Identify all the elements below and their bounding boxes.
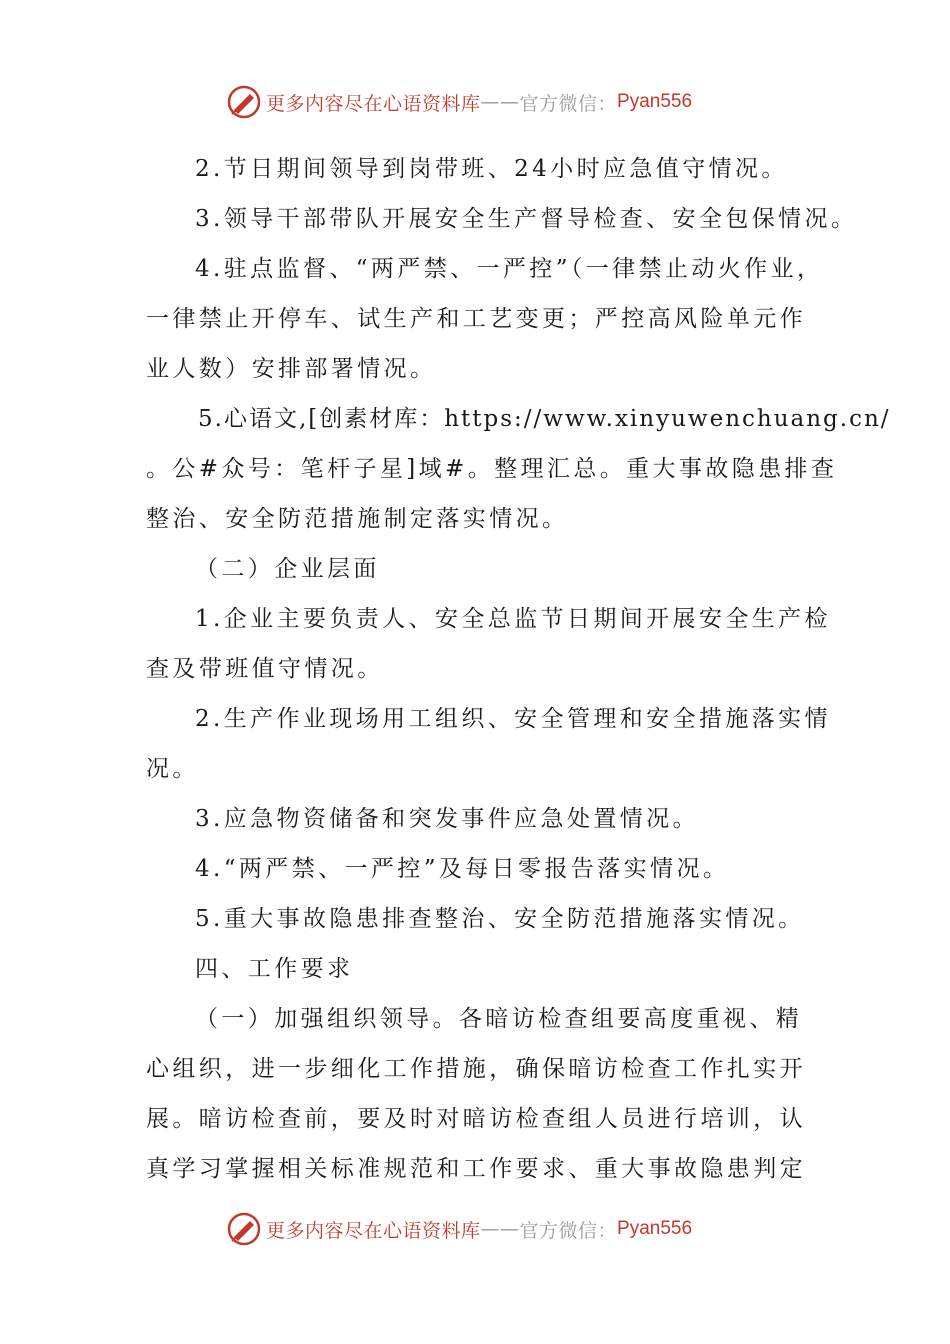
watermark-dash: —— (480, 1218, 520, 1240)
text-line: （一）加强组织领导。各暗访检查组要高度重视、精 (195, 1006, 803, 1032)
watermark-wechat-id: Pyan556 (617, 1218, 693, 1239)
text-line: 心组织，进一步细化工作措施，确保暗访检查工作扎实开 (146, 1056, 806, 1082)
text-line: 4.驻点监督、“两严禁、一严控”（一律禁止动火作业， (195, 256, 824, 282)
pen-logo-icon (226, 1211, 262, 1247)
text-line: 4.“两严禁、一严控”及每日零报告落实情况。 (195, 856, 730, 882)
watermark-wechat-label: 官方微信： (519, 92, 618, 115)
text-line: 查及带班值守情况。 (146, 656, 384, 682)
watermark-banner-top (226, 82, 692, 122)
text-line: 3.应急物资储备和突发事件应急处置情况。 (195, 806, 699, 832)
watermark-site-name: 更多内容尽在心语资料库 (266, 92, 481, 115)
text-line: 2.节日期间领导到岗带班、24小时应急值守情况。 (195, 156, 788, 182)
text-line: 1.企业主要负责人、安全总监节日期间开展安全生产检 (195, 606, 831, 632)
text-line: 一律禁止开停车、试生产和工艺变更；严控高风险单元作 (146, 306, 806, 332)
watermark-dash: —— (480, 91, 520, 113)
watermark-banner-bottom (226, 1209, 692, 1249)
watermark-wechat-id: Pyan556 (617, 91, 693, 112)
watermark-site-name: 更多内容尽在心语资料库 (266, 1219, 481, 1242)
text-line: 整治、安全防范措施制定落实情况。 (146, 506, 569, 532)
text-line: 5.重大事故隐患排查整治、安全防范措施落实情况。 (195, 906, 805, 932)
text-line: 3.领导干部带队开展安全生产督导检查、安全包保情况。 (195, 206, 858, 232)
watermark-wechat-label: 官方微信： (519, 1219, 618, 1242)
text-line: 真学习掌握相关标准规范和工作要求、重大事故隐患判定 (146, 1156, 806, 1182)
pen-logo-icon (226, 84, 262, 120)
section-heading: 四、工作要求 (195, 956, 354, 982)
text-line: 况。 (146, 756, 199, 782)
text-line: 。公#众号：笔杆子星]域#。整理汇总。重大事故隐患排查 (146, 456, 838, 482)
text-line: 2.生产作业现场用工组织、安全管理和安全措施落实情 (195, 706, 831, 732)
section-heading: （二）企业层面 (195, 556, 380, 582)
text-line: 业人数）安排部署情况。 (146, 356, 437, 382)
text-line: 展。暗访检查前，要及时对暗访检查组人员进行培训，认 (146, 1106, 806, 1132)
text-line: 5.心语文,[创素材库：https://www.xinyuwenchuang.cn/ (198, 406, 891, 432)
